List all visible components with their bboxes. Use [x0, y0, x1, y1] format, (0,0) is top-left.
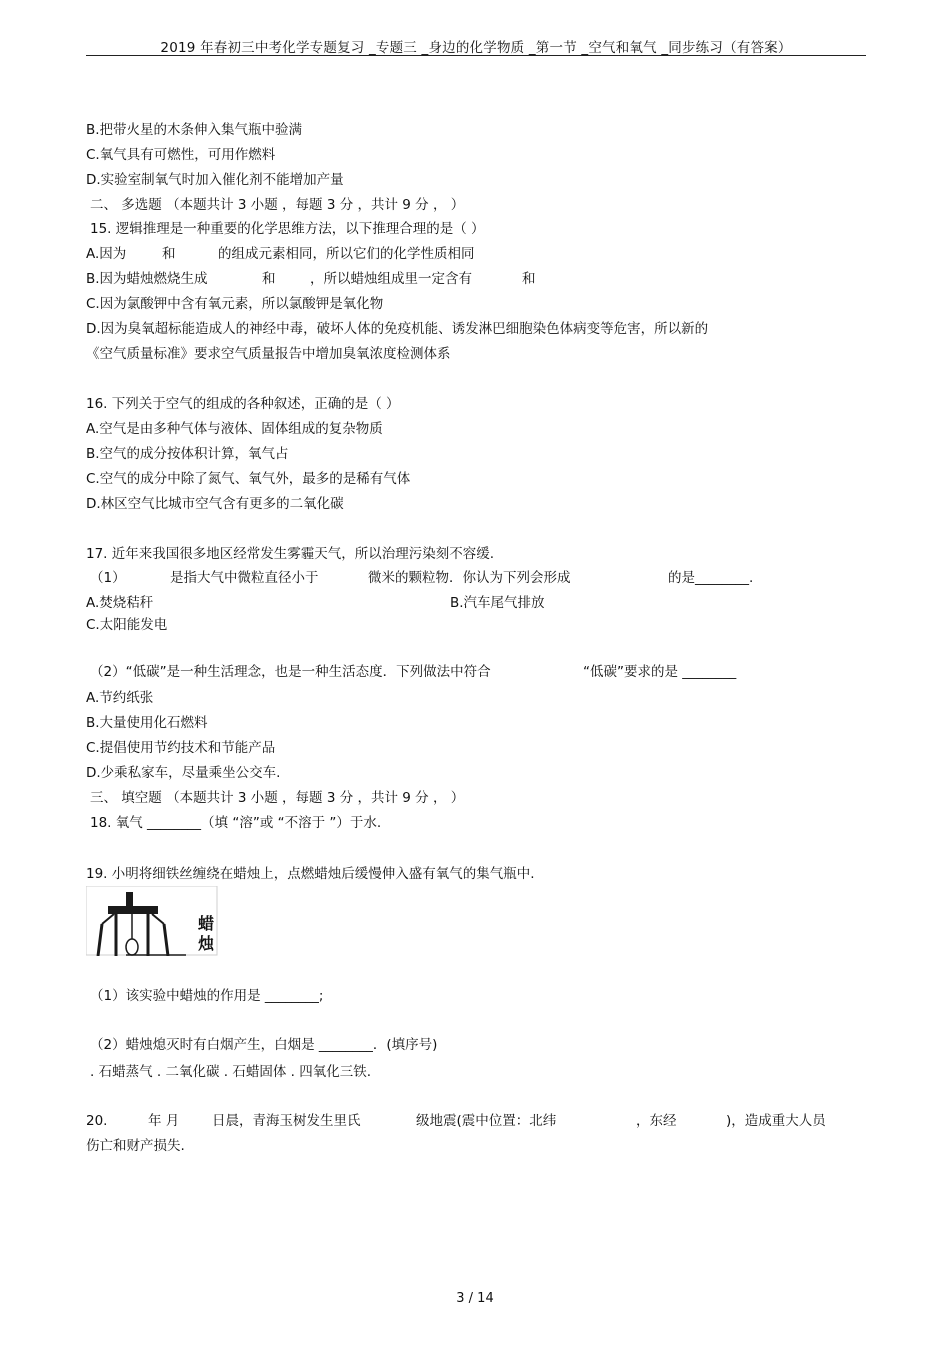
page-number: 3 / 14 [456, 1291, 494, 1306]
q17-part2-b: “低碳”要求的是 ________ [583, 664, 737, 680]
q15-option-a-part3: 的组成元素相同，所以它们的化学性质相同 [218, 246, 475, 262]
q20-part-e: ，东经 [636, 1113, 677, 1129]
q20-part-f: )，造成重大人员 [726, 1113, 826, 1129]
q17-part2-option-b: B.大量使用化石燃料 [86, 715, 208, 731]
page-header: 2019 年春初三中考化学专题复习 _专题三 _身边的化学物质 _第一节 _空气和氧气 _同步练习（有答案） [160, 40, 792, 56]
q15-option-b-part2: 和 [262, 271, 276, 287]
q15-option-a-part1: A.因为 [86, 246, 127, 262]
q19-options: . 石蜡蒸气 . 二氧化碳 . 石蜡固体 . 四氧化三铁. [90, 1064, 371, 1080]
q19-part2: （2）蜡烛熄灭时有白烟产生，白烟是 ________．(填序号) [90, 1037, 438, 1053]
q18-stem: 18. 氧气 ________（填 “溶”或 “不溶于 ”）于水. [90, 815, 382, 831]
q17-part2-option-a: A.节约纸张 [86, 690, 154, 706]
q15-option-b-part3: ，所以蜡烛组成里一定含有 [310, 271, 472, 287]
q20-part-a: 20. [86, 1113, 108, 1129]
candle-label: 蜡烛 [198, 914, 215, 953]
q17-part1-option-c: C.太阳能发电 [86, 617, 168, 633]
q17-part1-c: 微米的颗粒物．你认为下列会形成 [368, 570, 571, 586]
q15-option-b-part1: B.因为蜡烛燃烧生成 [86, 271, 208, 287]
section-3-title: 三、 填空题 （本题共计 3 小题 ，每题 3 分 ，共计 9 分 ， ） [90, 790, 465, 806]
q17-part2-a: （2）“低碳”是一种生活理念，也是一种生活态度．下列做法中符合 [90, 664, 491, 680]
q17-part2-option-d: D.少乘私家车，尽量乘坐公交车. [86, 765, 281, 781]
q17-part1-option-b: B.汽车尾气排放 [450, 595, 545, 611]
q19-stem: 19. 小明将细铁丝缠绕在蜡烛上，点燃蜡烛后缓慢伸入盛有氧气的集气瓶中. [86, 866, 535, 882]
q16-option-a: A.空气是由多种气体与液体、固体组成的复杂物质 [86, 421, 383, 437]
q15-option-c: C.因为氯酸钾中含有氧元素，所以氯酸钾是氧化物 [86, 296, 384, 312]
q20-part-c: 日晨，青海玉树发生里氏 [212, 1113, 361, 1129]
q14-option-b: B.把带火星的木条伸入集气瓶中验满 [86, 122, 303, 138]
q17-stem: 17. 近年来我国很多地区经常发生雾霾天气，所以治理污染刻不容缓. [86, 546, 495, 562]
q15-option-d-line1: D.因为臭氧超标能造成人的神经中毒，破坏人体的免疫机能、诱发淋巴细胞染色体病变等危害，所以新的 [86, 321, 709, 337]
q16-stem: 16. 下列关于空气的组成的各种叙述，正确的是（ ） [86, 396, 400, 412]
q17-part1-b: 是指大气中微粒直径小于 [170, 570, 319, 586]
q20-part-d: 级地震(震中位置：北纬 [416, 1113, 557, 1129]
q19-part1: （1）该实验中蜡烛的作用是 ________; [90, 988, 324, 1004]
q17-part2-option-c: C.提倡使用节约技术和节能产品 [86, 740, 276, 756]
q17-part1-option-a: A.焚烧秸秆 [86, 595, 154, 611]
q15-stem: 15. 逻辑推理是一种重要的化学思维方法，以下推理合理的是（ ） [90, 221, 485, 237]
q15-option-d-line2: 《空气质量标准》要求空气质量报告中增加臭氧浓度检测体系 [86, 346, 451, 362]
q20-line2: 伤亡和财产损失. [86, 1138, 185, 1154]
q15-option-a-part2: 和 [162, 246, 176, 262]
q14-option-c: C.氧气具有可燃性，可用作燃料 [86, 147, 276, 163]
q16-option-c: C.空气的成分中除了氮气、氧气外，最多的是稀有气体 [86, 471, 411, 487]
q15-option-b-part4: 和 [522, 271, 536, 287]
q16-option-d: D.林区空气比城市空气含有更多的二氧化碳 [86, 496, 344, 512]
section-2-title: 二、 多选题 （本题共计 3 小题 ，每题 3 分 ，共计 9 分 ， ） [90, 197, 465, 213]
candle-jar-figure [86, 886, 218, 956]
q17-part1-a: （1） [90, 570, 126, 586]
q17-part1-d: 的是________. [668, 570, 754, 586]
q20-part-b: 年 月 [148, 1113, 180, 1129]
q16-option-b: B.空气的成分按体积计算，氧气占 [86, 446, 289, 462]
header-rule [86, 55, 866, 56]
q14-option-d: D.实验室制氧气时加入催化剂不能增加产量 [86, 172, 344, 188]
